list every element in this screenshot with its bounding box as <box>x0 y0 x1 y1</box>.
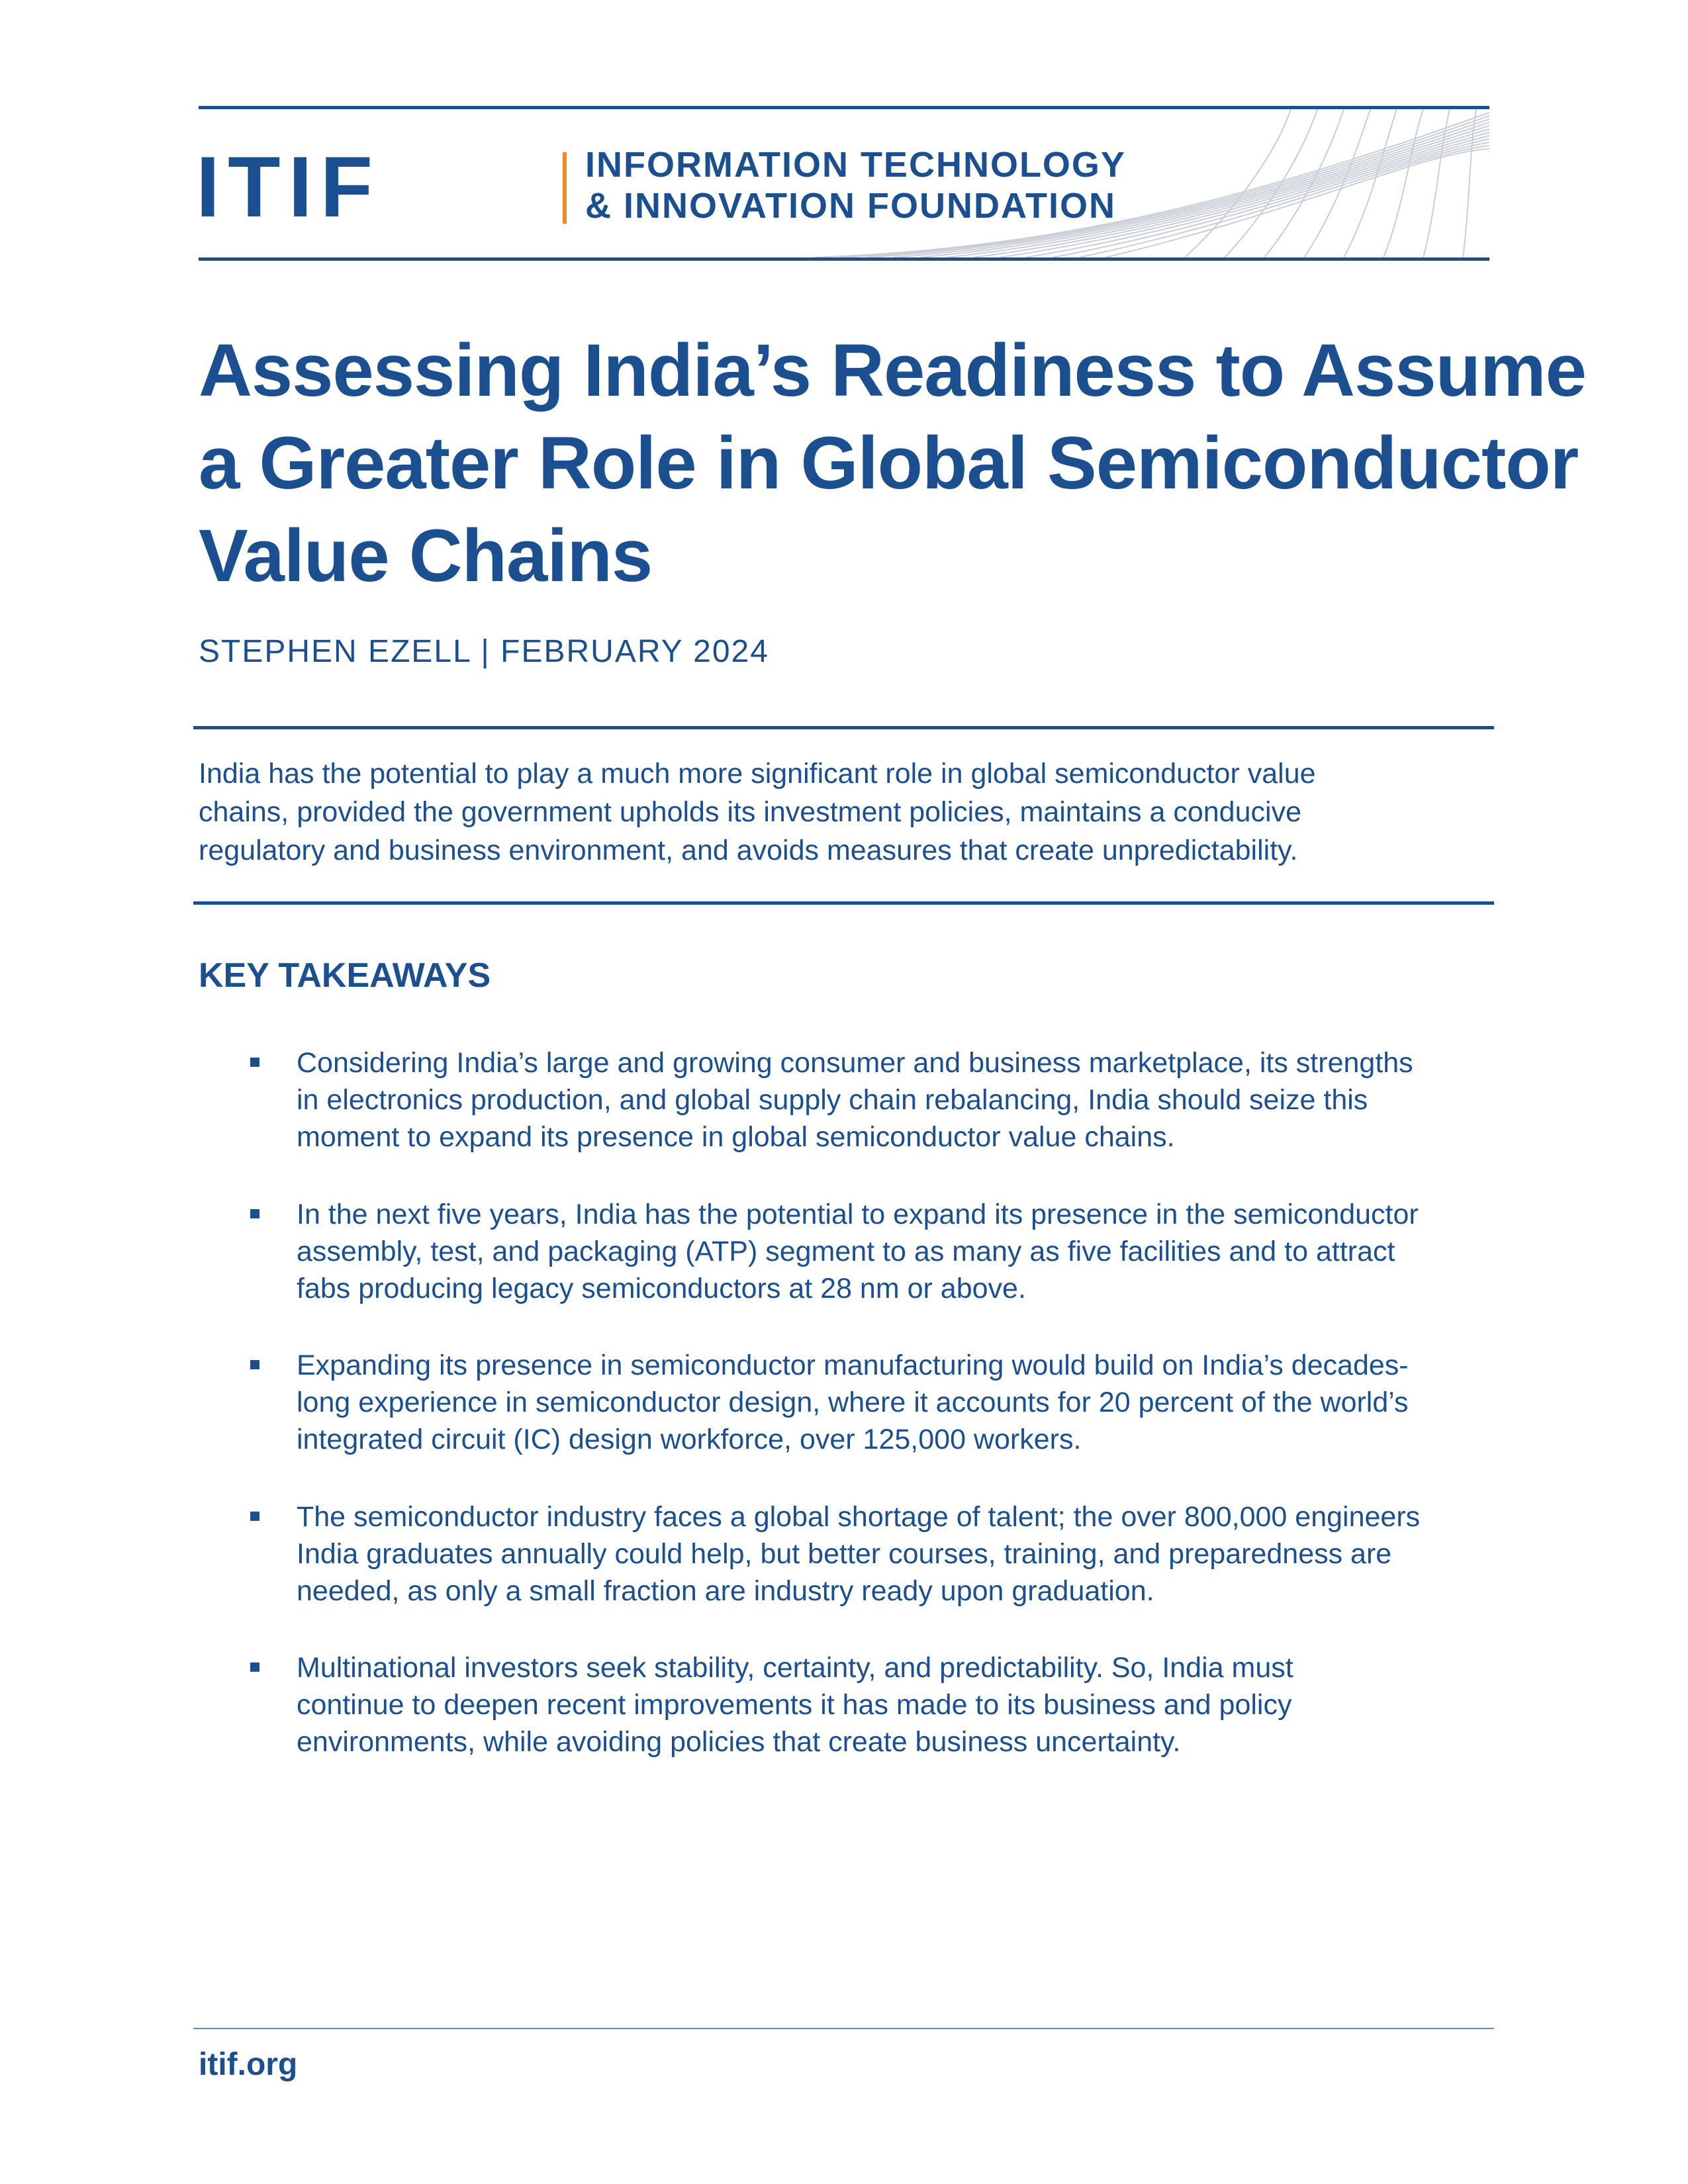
footer-rule <box>193 2028 1494 2029</box>
takeaway-line: fabs producing legacy semiconductors at 28 nm or above. <box>297 1273 1026 1304</box>
report-title-line: Value Chains <box>199 514 653 597</box>
header-bottom-rule <box>199 257 1489 261</box>
square-bullet-icon <box>250 1360 259 1369</box>
takeaway-line: In the next five years, India has the potential to expand its presence in the semiconductor <box>297 1199 1419 1230</box>
report-title-line: a Greater Role in Global Semiconductor <box>199 422 1579 504</box>
byline: STEPHEN EZELL | FEBRUARY 2024 <box>199 634 769 669</box>
takeaway-line: integrated circuit (IC) design workforce, over 125,000 workers. <box>297 1424 1082 1455</box>
report-title-line: Assessing India’s Readiness to Assume <box>199 329 1586 412</box>
square-bullet-icon <box>250 1512 259 1521</box>
takeaway-line: assembly, test, and packaging (ATP) segment to as many as five facilities and to attract <box>297 1236 1395 1267</box>
takeaway-line: in electronics production, and global supply chain rebalancing, India should seize this <box>297 1084 1368 1116</box>
takeaway-line: environments, while avoiding policies that create business uncertainty. <box>297 1726 1181 1758</box>
summary-line: regulatory and business environment, and avoids measures that create unpredictability. <box>199 835 1298 866</box>
takeaway-item <box>297 1347 1495 1458</box>
takeaway-item <box>297 1044 1495 1156</box>
organization-name-line-1: INFORMATION TECHNOLOGY <box>585 145 1126 185</box>
takeaway-line: long experience in semiconductor design, where it accounts for 20 percent of the world’s <box>297 1387 1409 1418</box>
summary-top-rule <box>193 726 1494 729</box>
takeaway-line: moment to expand its presence in global semiconductor value chains. <box>297 1121 1175 1153</box>
logo-mark: ITIF <box>196 138 381 235</box>
footer-website-link[interactable]: itif.org <box>199 2047 298 2082</box>
takeaway-line: continue to deepen recent improvements it has made to its business and policy <box>297 1689 1292 1721</box>
organization-name <box>585 144 1126 226</box>
takeaway-line: Expanding its presence in semiconductor manufacturing would build on India’s decades- <box>297 1349 1409 1381</box>
takeaway-line: Multinational investors seek stability, certainty, and predictability. So, India must <box>297 1652 1293 1684</box>
square-bullet-icon <box>250 1058 259 1067</box>
takeaway-line: needed, as only a small fraction are industry ready upon graduation. <box>297 1575 1154 1607</box>
takeaway-item <box>297 1498 1495 1610</box>
report-title <box>199 324 1586 602</box>
takeaway-item <box>297 1196 1495 1307</box>
summary-line: chains, provided the government upholds its investment policies, maintains a conducive <box>199 796 1301 828</box>
takeaway-line: The semiconductor industry faces a global shortage of talent; the over 800,000 engineers <box>297 1501 1421 1533</box>
logo-divider <box>563 152 567 224</box>
square-bullet-icon <box>250 1662 259 1672</box>
takeaway-item <box>297 1649 1495 1760</box>
organization-name-line-2: & INNOVATION FOUNDATION <box>585 186 1116 226</box>
takeaway-line: Considering India’s large and growing consumer and business marketplace, its strengths <box>297 1047 1413 1079</box>
summary-paragraph <box>199 754 1489 870</box>
takeaway-line: India graduates annually could help, but better courses, training, and preparedness are <box>297 1538 1392 1570</box>
key-takeaways-heading: KEY TAKEAWAYS <box>199 956 491 995</box>
square-bullet-icon <box>250 1209 259 1218</box>
summary-bottom-rule <box>193 901 1494 905</box>
summary-line: India has the potential to play a much more significant role in global semiconductor value <box>199 758 1316 790</box>
